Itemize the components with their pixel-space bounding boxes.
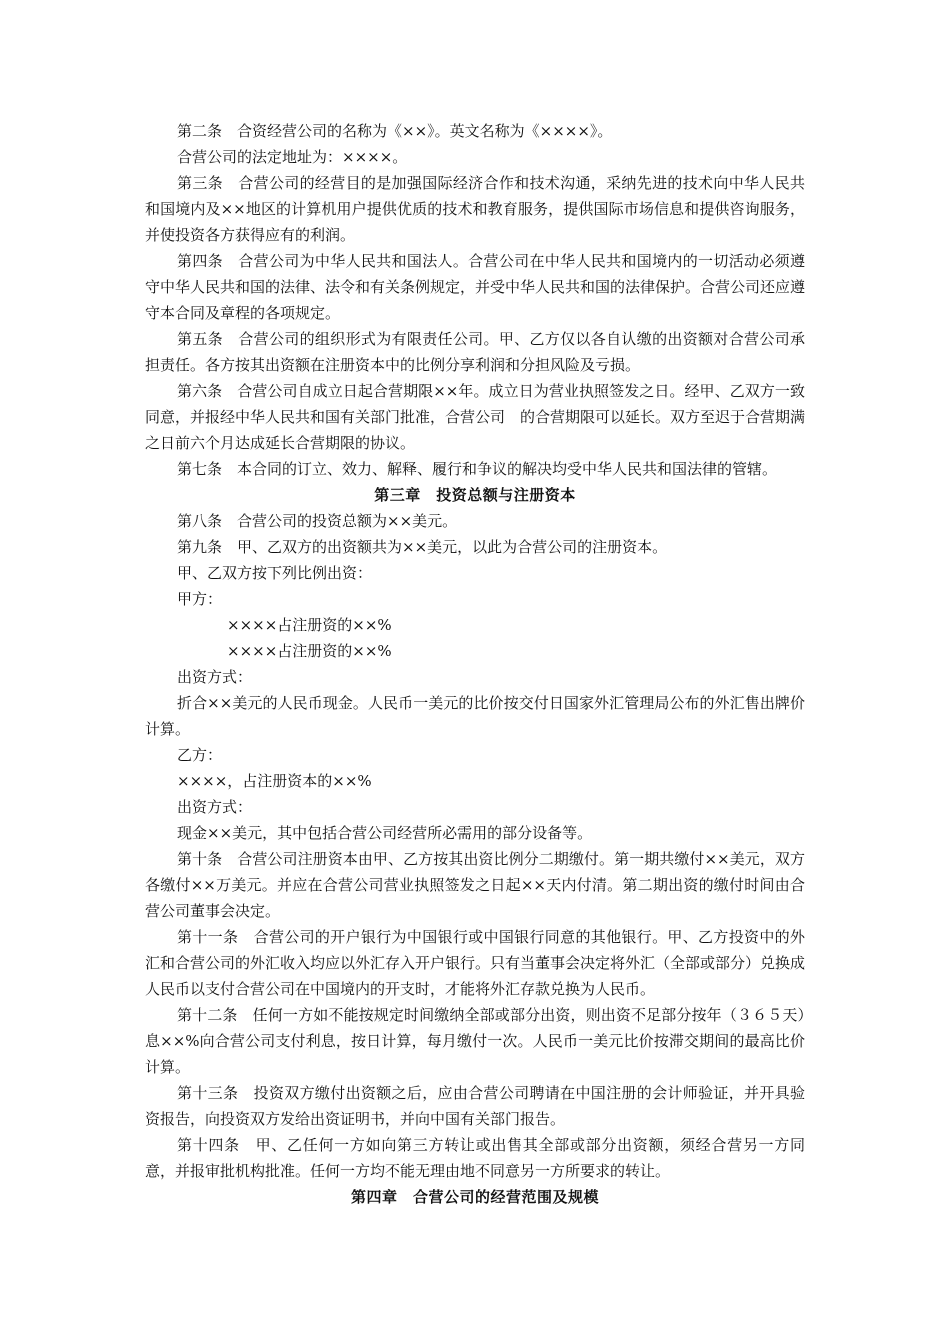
party-a-method: 折合××美元的人民币现金。人民币一美元的比价按交付日国家外汇管理局公布的外汇售出牌价计算。 xyxy=(145,694,805,738)
article-2: 第二条 合资经营公司的名称为《××》。英文名称为《××××》。 xyxy=(177,122,613,140)
article-5: 第五条 合营公司的组织形式为有限责任公司。甲、乙方仅以各自认缴的出资额对合营公司承担责任。各方按其出资额在注册资本中的比例分享利润和分担风险及亏损。 xyxy=(145,330,805,374)
chapter-3-heading: 第三章 投资总额与注册资本 xyxy=(374,486,576,504)
party-a-share-2: ××××占注册资的××% xyxy=(227,642,392,660)
party-a-label: 甲方： xyxy=(177,590,223,608)
party-b-label: 乙方： xyxy=(177,746,223,764)
contribution-ratio-intro: 甲、乙双方按下列比例出资： xyxy=(177,564,373,582)
legal-address: 合营公司的法定地址为：××××。 xyxy=(177,148,408,166)
party-a-method-label: 出资方式： xyxy=(177,668,253,686)
article-3: 第三条 合营公司的经营目的是加强国际经济合作和技术沟通，采纳先进的技术向中华人民共和国境内及××地区的计算机用户提供优质的技术和教育服务，提供国际市场信息和提供咨询服务，并使投资各方获得应有的利润。 xyxy=(145,174,805,244)
article-14: 第十四条 甲、乙任何一方如向第三方转让或出售其全部或部分出资额，须经合营另一方同意，并报审批机构批准。任何一方均不能无理由地不同意另一方所要求的转让。 xyxy=(145,1136,805,1180)
article-11: 第十一条 合营公司的开户银行为中国银行或中国银行同意的其他银行。甲、乙方投资中的外汇和合营公司的外汇收入均应以外汇存入开户银行。只有当董事会决定将外汇（全部或部分）兑换成人民币以支付合营公司在中国境内的开支时，才能将外汇存款兑换为人民币。 xyxy=(145,928,806,998)
article-4: 第四条 合营公司为中华人民共和国法人。合营公司在中华人民共和国境内的一切活动必须遵守中华人民共和国的法律、法令和有关条例规定，并受中华人民共和国的法律保护。合营公司还应遵守本合同及章程的各项规定。 xyxy=(145,252,806,322)
party-b-method-label: 出资方式： xyxy=(177,798,253,816)
article-10: 第十条 合营公司注册资本由甲、乙方按其出资比例分二期缴付。第一期共缴付××美元，双方各缴付××万美元。并应在合营公司营业执照签发之日起××天内付清。第二期出资的缴付时间由合营公司董事会决定。 xyxy=(145,850,805,920)
article-8: 第八条 合营公司的投资总额为××美元。 xyxy=(177,512,458,530)
party-b-method: 现金××美元，其中包括合营公司经营所必需用的部分设备等。 xyxy=(177,824,593,842)
party-b-share: ××××，占注册资本的××% xyxy=(177,772,372,790)
document-body xyxy=(145,118,805,1210)
article-9: 第九条 甲、乙双方的出资额共为××美元，以此为合营公司的注册资本。 xyxy=(177,538,668,556)
party-a-share-1: ××××占注册资的××% xyxy=(227,616,392,634)
chapter-4-heading: 第四章 合营公司的经营范围及规模 xyxy=(350,1188,599,1206)
article-13: 第十三条 投资双方缴付出资额之后，应由合营公司聘请在中国注册的会计师验证，并开具验资报告，向投资双方发给出资证明书，并向中国有关部门报告。 xyxy=(145,1084,805,1128)
article-7: 第七条 本合同的订立、效力、解释、履行和争议的解决均受中华人民共和国法律的管辖。 xyxy=(177,460,778,478)
article-6: 第六条 合营公司自成立日起合营期限××年。成立日为营业执照签发之日。经甲、乙双方一致同意，并报经中华人民共和国有关部门批准，合营公司 的合营期限可以延长。双方至迟于合营期满之日前六个月达成延长合营期限的协议。 xyxy=(145,382,806,452)
article-12: 第十二条 任何一方如不能按规定时间缴纳全部或部分出资，则出资不足部分按年（３６５天）息××%向合营公司支付利息，按日计算，每月缴付一次。人民币一美元比价按滞交期间的最高比价计算。 xyxy=(145,1006,805,1076)
